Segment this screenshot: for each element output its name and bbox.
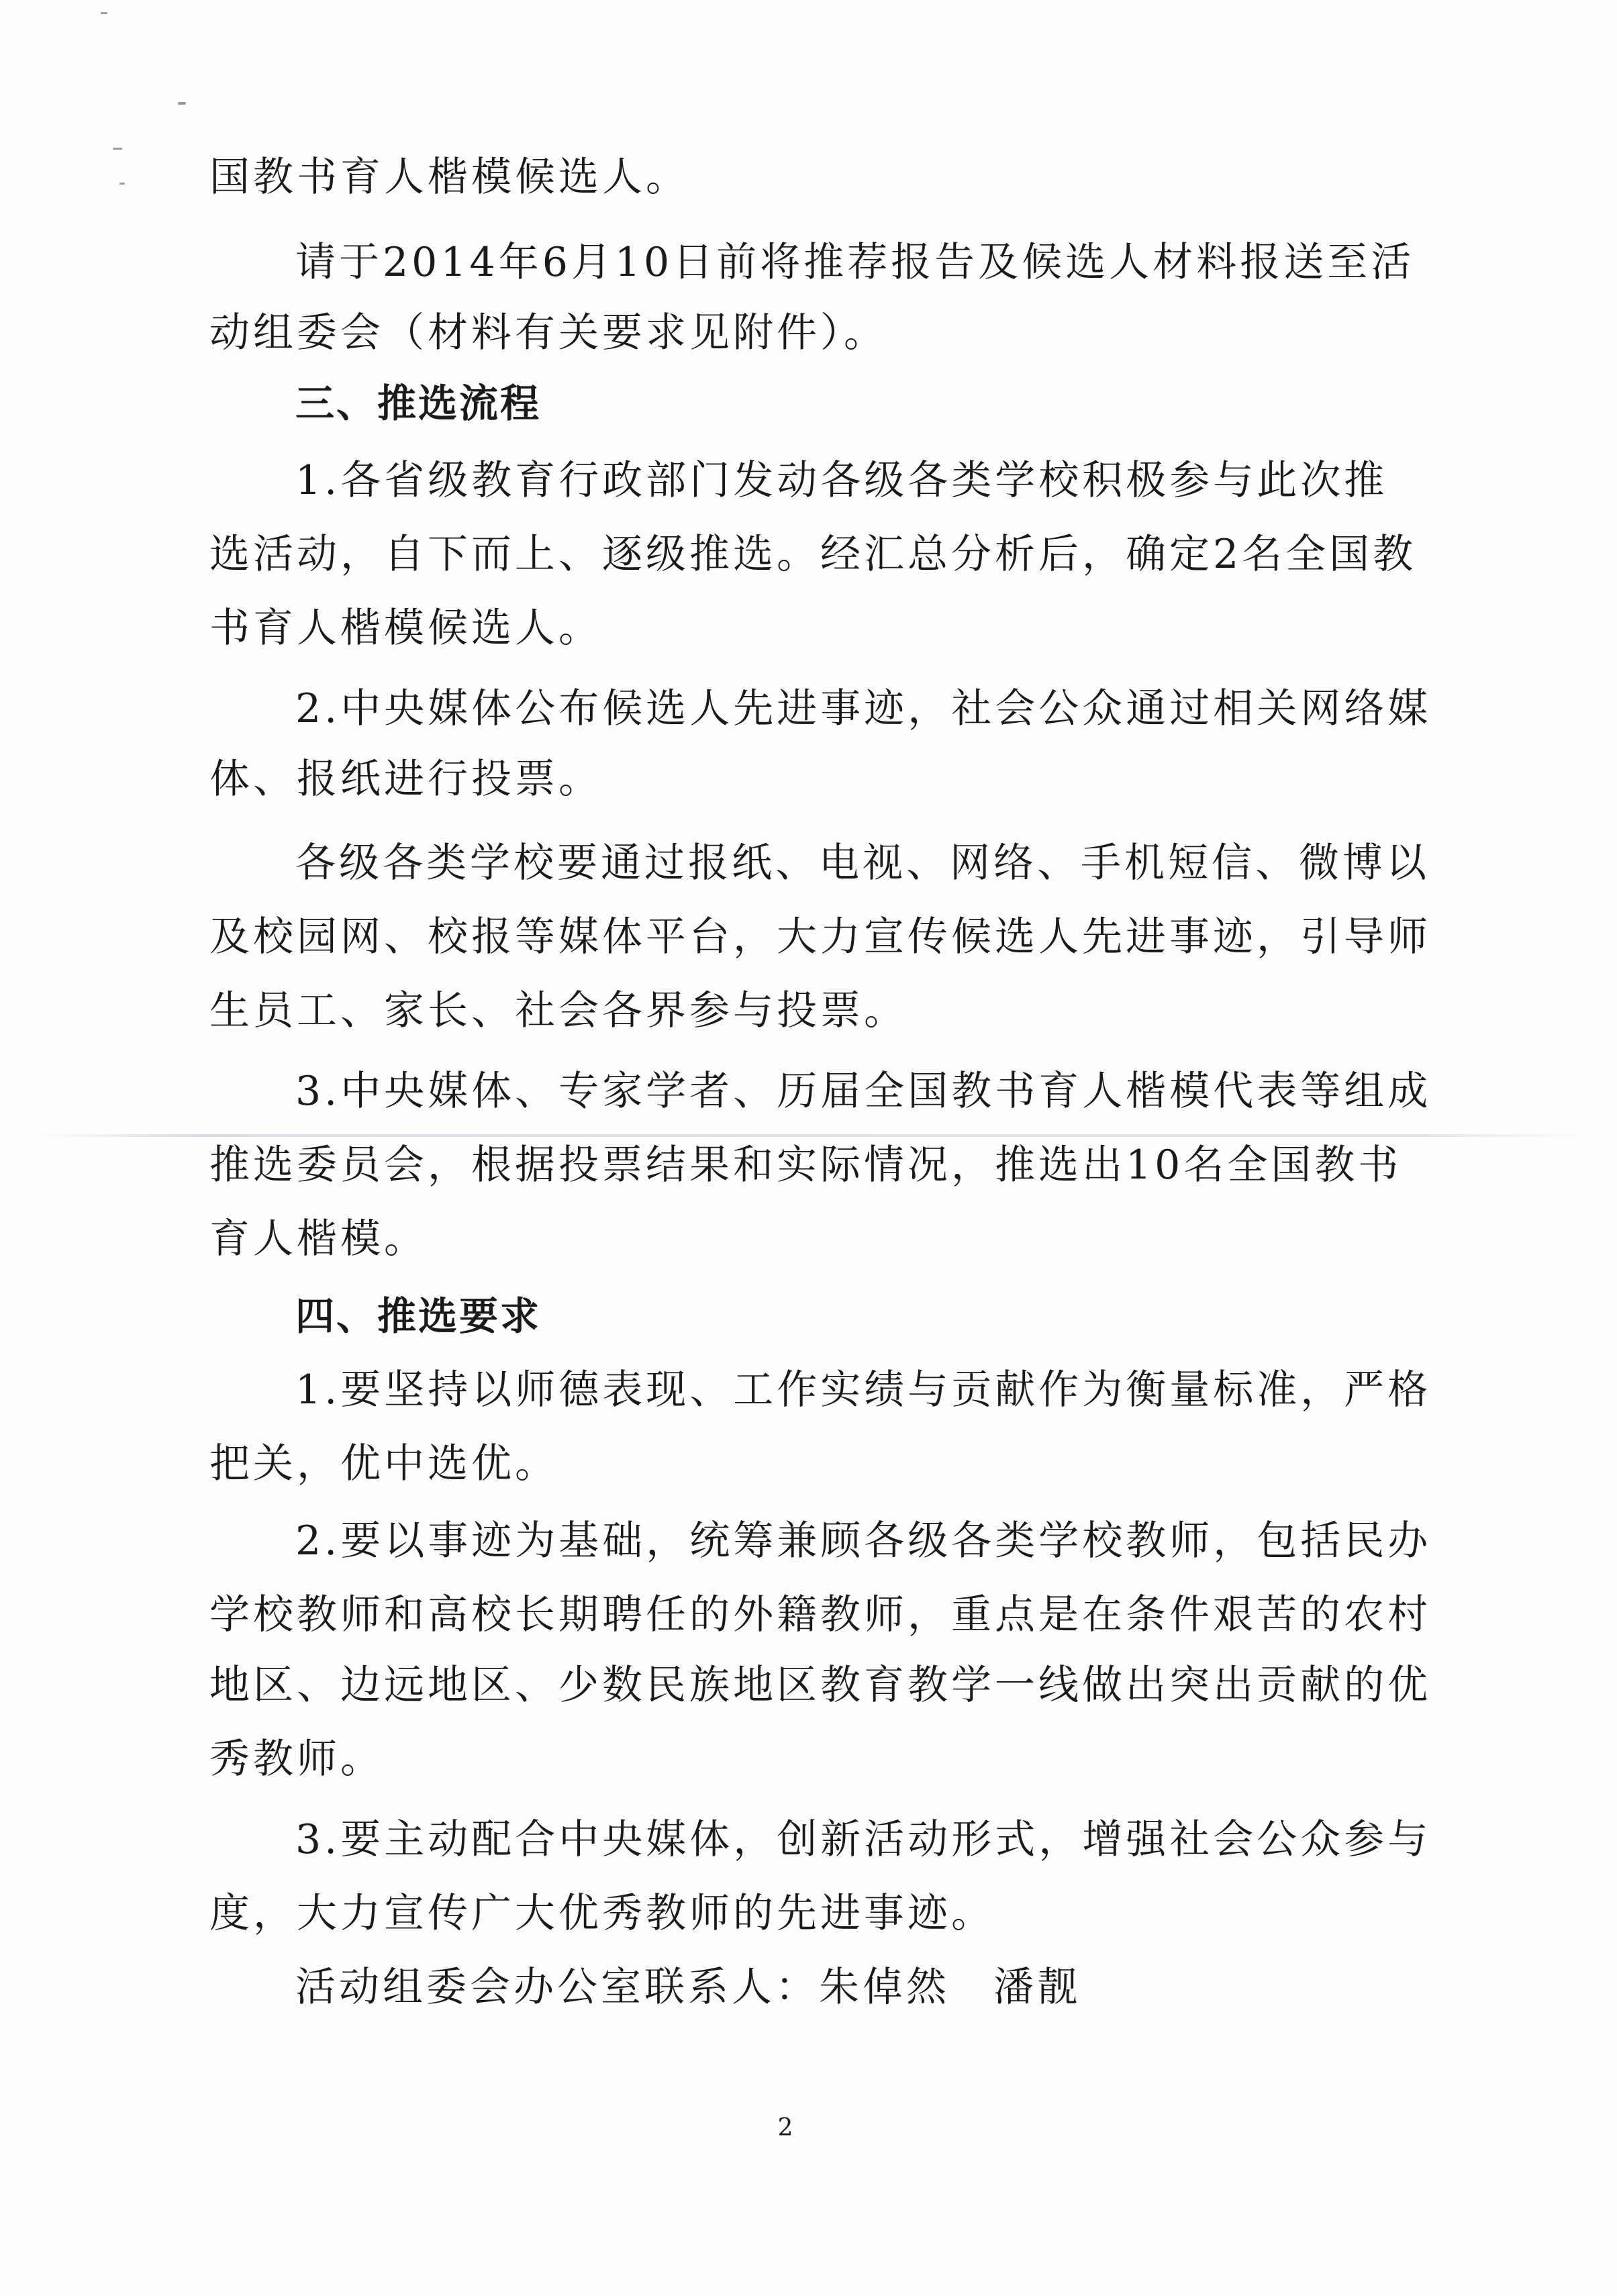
scan-speck (101, 12, 107, 14)
scan-speck (119, 183, 125, 185)
body-line: 各级各类学校要通过报纸、电视、网络、手机短信、微博以 (295, 840, 1430, 887)
body-line: 生员工、家长、社会各界参与投票。 (209, 987, 908, 1034)
body-line: 推选委员会，根据投票结果和实际情况，推选出10名全国教书 (209, 1142, 1402, 1189)
body-line: 3.要主动配合中央媒体，创新活动形式，增强社会公众参与 (295, 1816, 1432, 1863)
page-number: 2 (777, 2114, 793, 2142)
body-line: 2.要以事迹为基础，统筹兼顾各级各类学校教师，包括民办 (295, 1517, 1432, 1564)
body-line: 2.中央媒体公布候选人先进事迹，社会公众通过相关网络媒 (295, 685, 1432, 732)
body-line: 学校教师和高校长期聘任的外籍教师，重点是在条件艰苦的农村 (209, 1591, 1431, 1638)
body-line: 体、报纸进行投票。 (209, 756, 602, 803)
body-line: 育人楷模。 (209, 1215, 428, 1262)
body-line: 3.中央媒体、专家学者、历届全国教书育人楷模代表等组成 (295, 1068, 1432, 1115)
body-line: 度，大力宣传广大优秀教师的先进事迹。 (209, 1890, 995, 1937)
scan-speck (178, 102, 186, 105)
body-line: 秀教师。 (209, 1736, 384, 1783)
body-line: 书育人楷模候选人。 (209, 605, 602, 652)
scan-speck (113, 148, 122, 150)
body-line: 活动组委会办公室联系人：朱倬然 潘靓 (295, 1964, 1081, 2011)
body-line: 选活动，自下而上、逐级推选。经汇总分析后，确定2名全国教 (209, 531, 1417, 578)
body-line: 及校园网、校报等媒体平台，大力宣传候选人先进事迹，引导师 (209, 913, 1431, 960)
body-line: 国教书育人楷模候选人。 (209, 154, 689, 201)
body-line: 把关，优中选优。 (209, 1440, 558, 1487)
body-line: 1.要坚持以师德表现、工作实绩与贡献作为衡量标准，严格 (295, 1366, 1432, 1413)
section-heading: 三、推选流程 (295, 381, 542, 426)
body-line: 动组委会（材料有关要求见附件）。 (209, 309, 887, 356)
section-heading: 四、推选要求 (295, 1293, 542, 1339)
body-line: 1.各省级教育行政部门发动各级各类学校积极参与此次推 (295, 457, 1388, 504)
body-line: 请于2014年6月10日前将推荐报告及候选人材料报送至活 (295, 239, 1415, 286)
body-line: 地区、边远地区、少数民族地区教育教学一线做出突出贡献的优 (209, 1662, 1431, 1709)
